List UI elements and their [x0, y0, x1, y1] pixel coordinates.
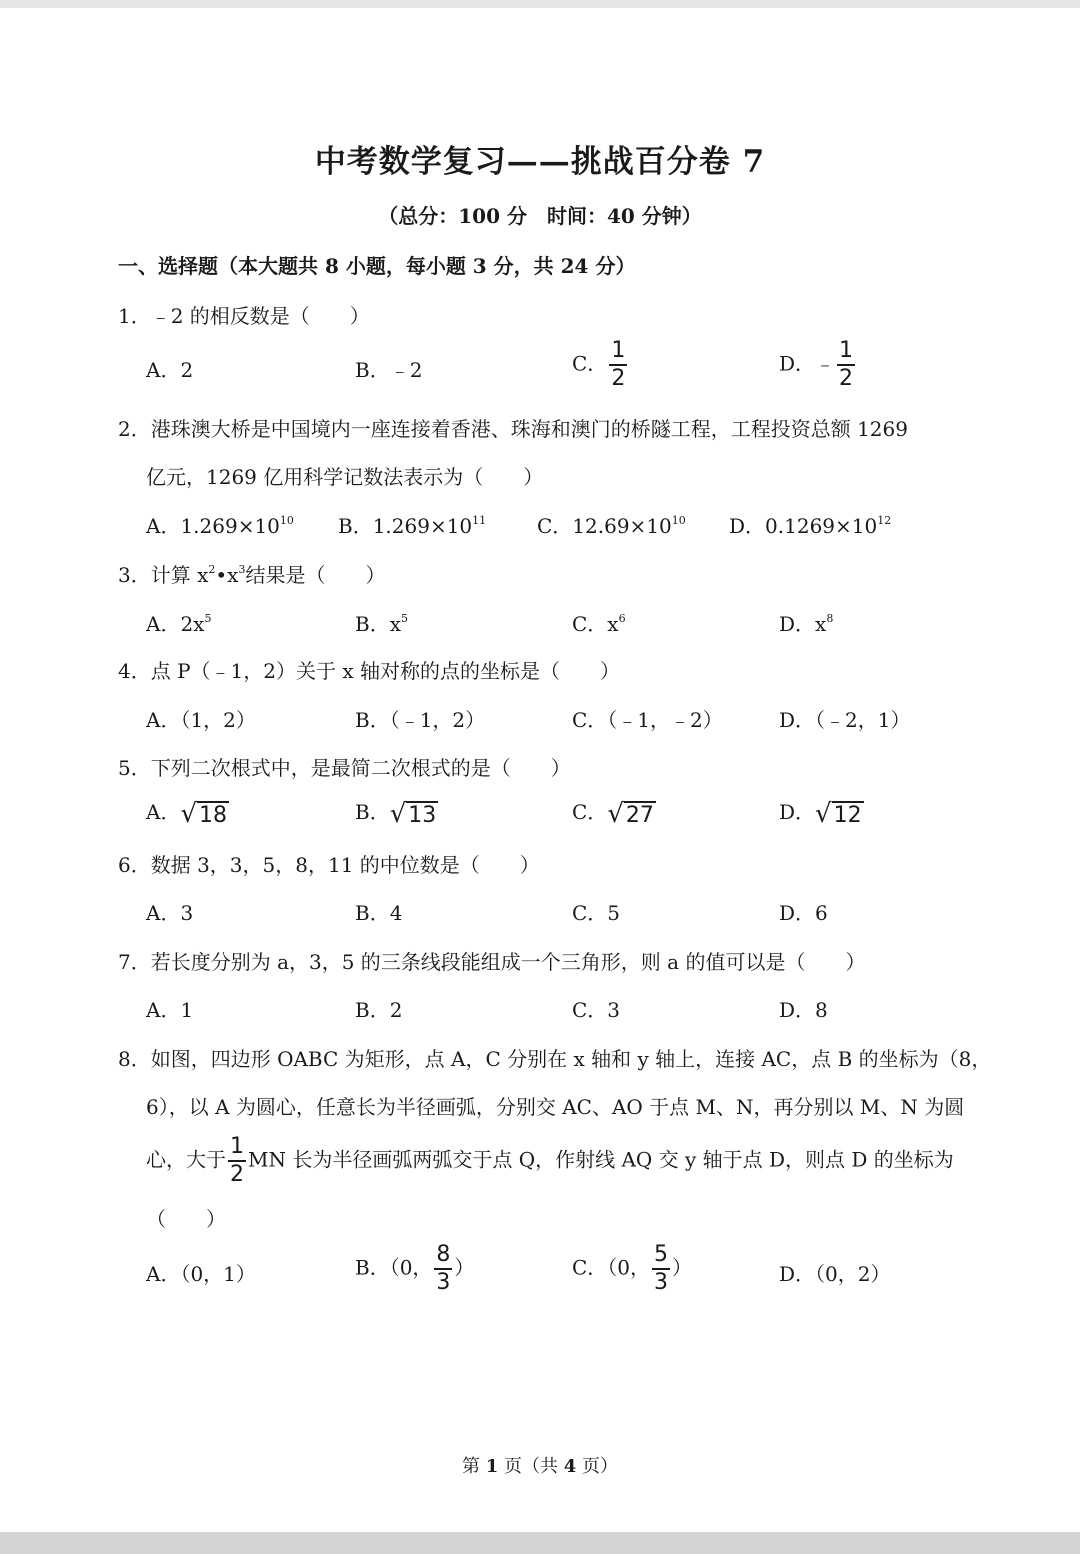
option-text: B．1.269×10 [338, 514, 473, 538]
question-8-option-b [355, 1244, 474, 1294]
square-root [607, 798, 656, 829]
radical-sign-icon: √ [607, 798, 624, 829]
question-6-option-d: D．6 [779, 901, 828, 925]
exponent: 10 [279, 514, 294, 527]
page-subtitle: （总分：100 分 时间：40 分钟） [378, 204, 702, 228]
radicand: 13 [408, 802, 437, 828]
option-label: C．（0， [572, 1255, 651, 1280]
fraction [228, 1136, 246, 1186]
question-4-option-b: B．（﹣1，2） [355, 708, 486, 732]
question-3-option-c [572, 608, 626, 637]
option-label: B．（0， [355, 1255, 433, 1280]
section-heading: 一、选择题（本大题共 8 小题，每小题 3 分，共 24 分） [118, 254, 636, 278]
question-8-option-d: D．（0，2） [779, 1262, 891, 1286]
option-label: D． [779, 800, 816, 824]
question-3-option-b [355, 608, 408, 637]
question-5-stem: 5．下列二次根式中，是最简二次根式的是（ ） [118, 756, 571, 780]
denominator: 2 [611, 366, 626, 391]
option-label: D．﹣ [779, 351, 836, 376]
question-7-option-a: A．1 [146, 998, 194, 1022]
question-7-option-c: C．3 [572, 998, 621, 1022]
question-7-option-b: B．2 [355, 998, 403, 1022]
question-5-option-a [146, 796, 229, 827]
square-root [389, 798, 439, 829]
question-4-option-d: D．（﹣2，1） [779, 708, 911, 732]
question-8-stem-line4: （ ） [146, 1207, 226, 1231]
question-1-option-c [572, 340, 629, 390]
radicand: 12 [833, 802, 862, 828]
radicand: 18 [199, 802, 228, 828]
question-5-option-b [355, 796, 438, 827]
exponent: 8 [826, 612, 834, 625]
exponent: 2 [208, 563, 216, 576]
question-2-stem-line2: 亿元，1269 亿用科学记数法表示为（ ） [146, 465, 544, 489]
bottom-edge [0, 1532, 1080, 1554]
numerator: 1 [228, 1136, 246, 1162]
question-4-option-a: A．（1，2） [146, 708, 256, 732]
page-title: 中考数学复习——挑战百分卷 7 [314, 144, 766, 180]
question-4-option-c: C．（﹣1，﹣2） [572, 708, 723, 732]
question-6-option-c: C．5 [572, 901, 621, 925]
question-8-option-c [572, 1244, 692, 1294]
question-1-option-d [779, 340, 857, 390]
fraction [837, 340, 855, 390]
option-label: ） [454, 1255, 475, 1280]
question-2-stem-line1: 2．港珠澳大桥是中国境内一座连接着香港、珠海和澳门的桥隧工程，工程投资总额 1269 [118, 417, 908, 441]
stem-text: MN 长为半径画弧两弧交于点 Q，作射线 AQ 交 y 轴于点 D，则点 D 的坐标为 [248, 1147, 954, 1172]
radical-sign-icon: √ [389, 798, 407, 829]
radical-sign-icon: √ [180, 798, 198, 829]
question-8-option-a: A．（0，1） [146, 1262, 256, 1286]
denominator: 3 [654, 1270, 669, 1295]
option-label: A． [146, 800, 181, 824]
option-text: B．x [355, 612, 401, 636]
stem-text: •x [215, 563, 239, 587]
stem-text: 心，大于 [146, 1147, 226, 1172]
exponent: 11 [472, 514, 487, 527]
exponent: 5 [400, 612, 408, 625]
stem-text: 结果是（ ） [245, 563, 386, 587]
exponent: 12 [877, 514, 892, 527]
option-label: C． [572, 351, 608, 376]
question-6-stem: 6．数据 3，3，5，8，11 的中位数是（ ） [118, 853, 540, 877]
exponent: 10 [671, 514, 686, 527]
option-label: B． [355, 800, 390, 824]
option-text: A．1.269×10 [146, 514, 280, 538]
square-root [180, 798, 229, 829]
question-3-option-d [779, 608, 833, 637]
stem-text: 3．计算 x [118, 563, 209, 587]
question-2-option-d [729, 510, 891, 539]
footer-text: 第 [462, 1456, 486, 1477]
question-5-option-c [572, 796, 656, 827]
page-number: 1 [485, 1456, 499, 1477]
exponent: 6 [618, 612, 626, 625]
question-6-option-a: A．3 [146, 901, 194, 925]
option-text: A．2x [146, 612, 205, 636]
option-text: D．0.1269×10 [729, 514, 878, 538]
question-7-stem: 7．若长度分别为 a，3，5 的三条线段能组成一个三角形，则 a 的值可以是（ ） [118, 950, 866, 974]
question-1-option-b: B．﹣2 [355, 358, 423, 382]
fraction [652, 1244, 670, 1294]
question-1-option-a: A．2 [146, 358, 194, 382]
question-8-stem-line1: 8．如图，四边形 OABC 为矩形，点 A，C 分别在 x 轴和 y 轴上，连接 AC，点 B 的坐标为（8， [118, 1047, 992, 1071]
footer-text: 页（共 [498, 1456, 564, 1477]
page-footer [0, 1452, 1080, 1478]
option-text: C．12.69×10 [537, 514, 672, 538]
question-2-option-b [338, 510, 486, 539]
question-6-option-b: B．4 [355, 901, 403, 925]
radical-sign-icon: √ [815, 798, 832, 829]
denominator: 3 [436, 1270, 451, 1295]
question-8-stem-line3 [146, 1136, 954, 1186]
numerator: 8 [434, 1244, 452, 1270]
exponent: 5 [204, 612, 212, 625]
option-text: C．x [572, 612, 619, 636]
question-2-option-a [146, 510, 294, 539]
denominator: 2 [839, 366, 854, 391]
option-text: D．x [779, 612, 827, 636]
fraction [609, 340, 627, 390]
numerator: 1 [837, 340, 855, 366]
question-3-stem [118, 559, 385, 588]
option-label: C． [572, 800, 608, 824]
numerator: 1 [609, 340, 627, 366]
question-3-option-a [146, 608, 211, 637]
question-8-stem-line2: 6），以 A 为圆心，任意长为半径画弧，分别交 AC、AO 于点 M、N，再分别以 M、N 为圆 [146, 1095, 965, 1119]
question-2-option-c [537, 510, 686, 539]
denominator: 2 [230, 1162, 244, 1187]
exponent: 3 [238, 563, 246, 576]
question-5-option-d [779, 796, 864, 827]
top-edge [0, 0, 1080, 8]
question-7-option-d: D．8 [779, 998, 828, 1022]
footer-text: 页） [576, 1456, 618, 1477]
radicand: 27 [625, 802, 654, 828]
fraction [434, 1244, 452, 1294]
square-root [815, 798, 864, 829]
question-4-stem: 4．点 P（﹣1，2）关于 x 轴对称的点的坐标是（ ） [118, 659, 620, 683]
numerator: 5 [652, 1244, 670, 1270]
total-pages: 4 [563, 1456, 577, 1477]
option-label: ） [672, 1255, 693, 1280]
question-1-stem: 1．﹣2 的相反数是（ ） [118, 304, 370, 328]
